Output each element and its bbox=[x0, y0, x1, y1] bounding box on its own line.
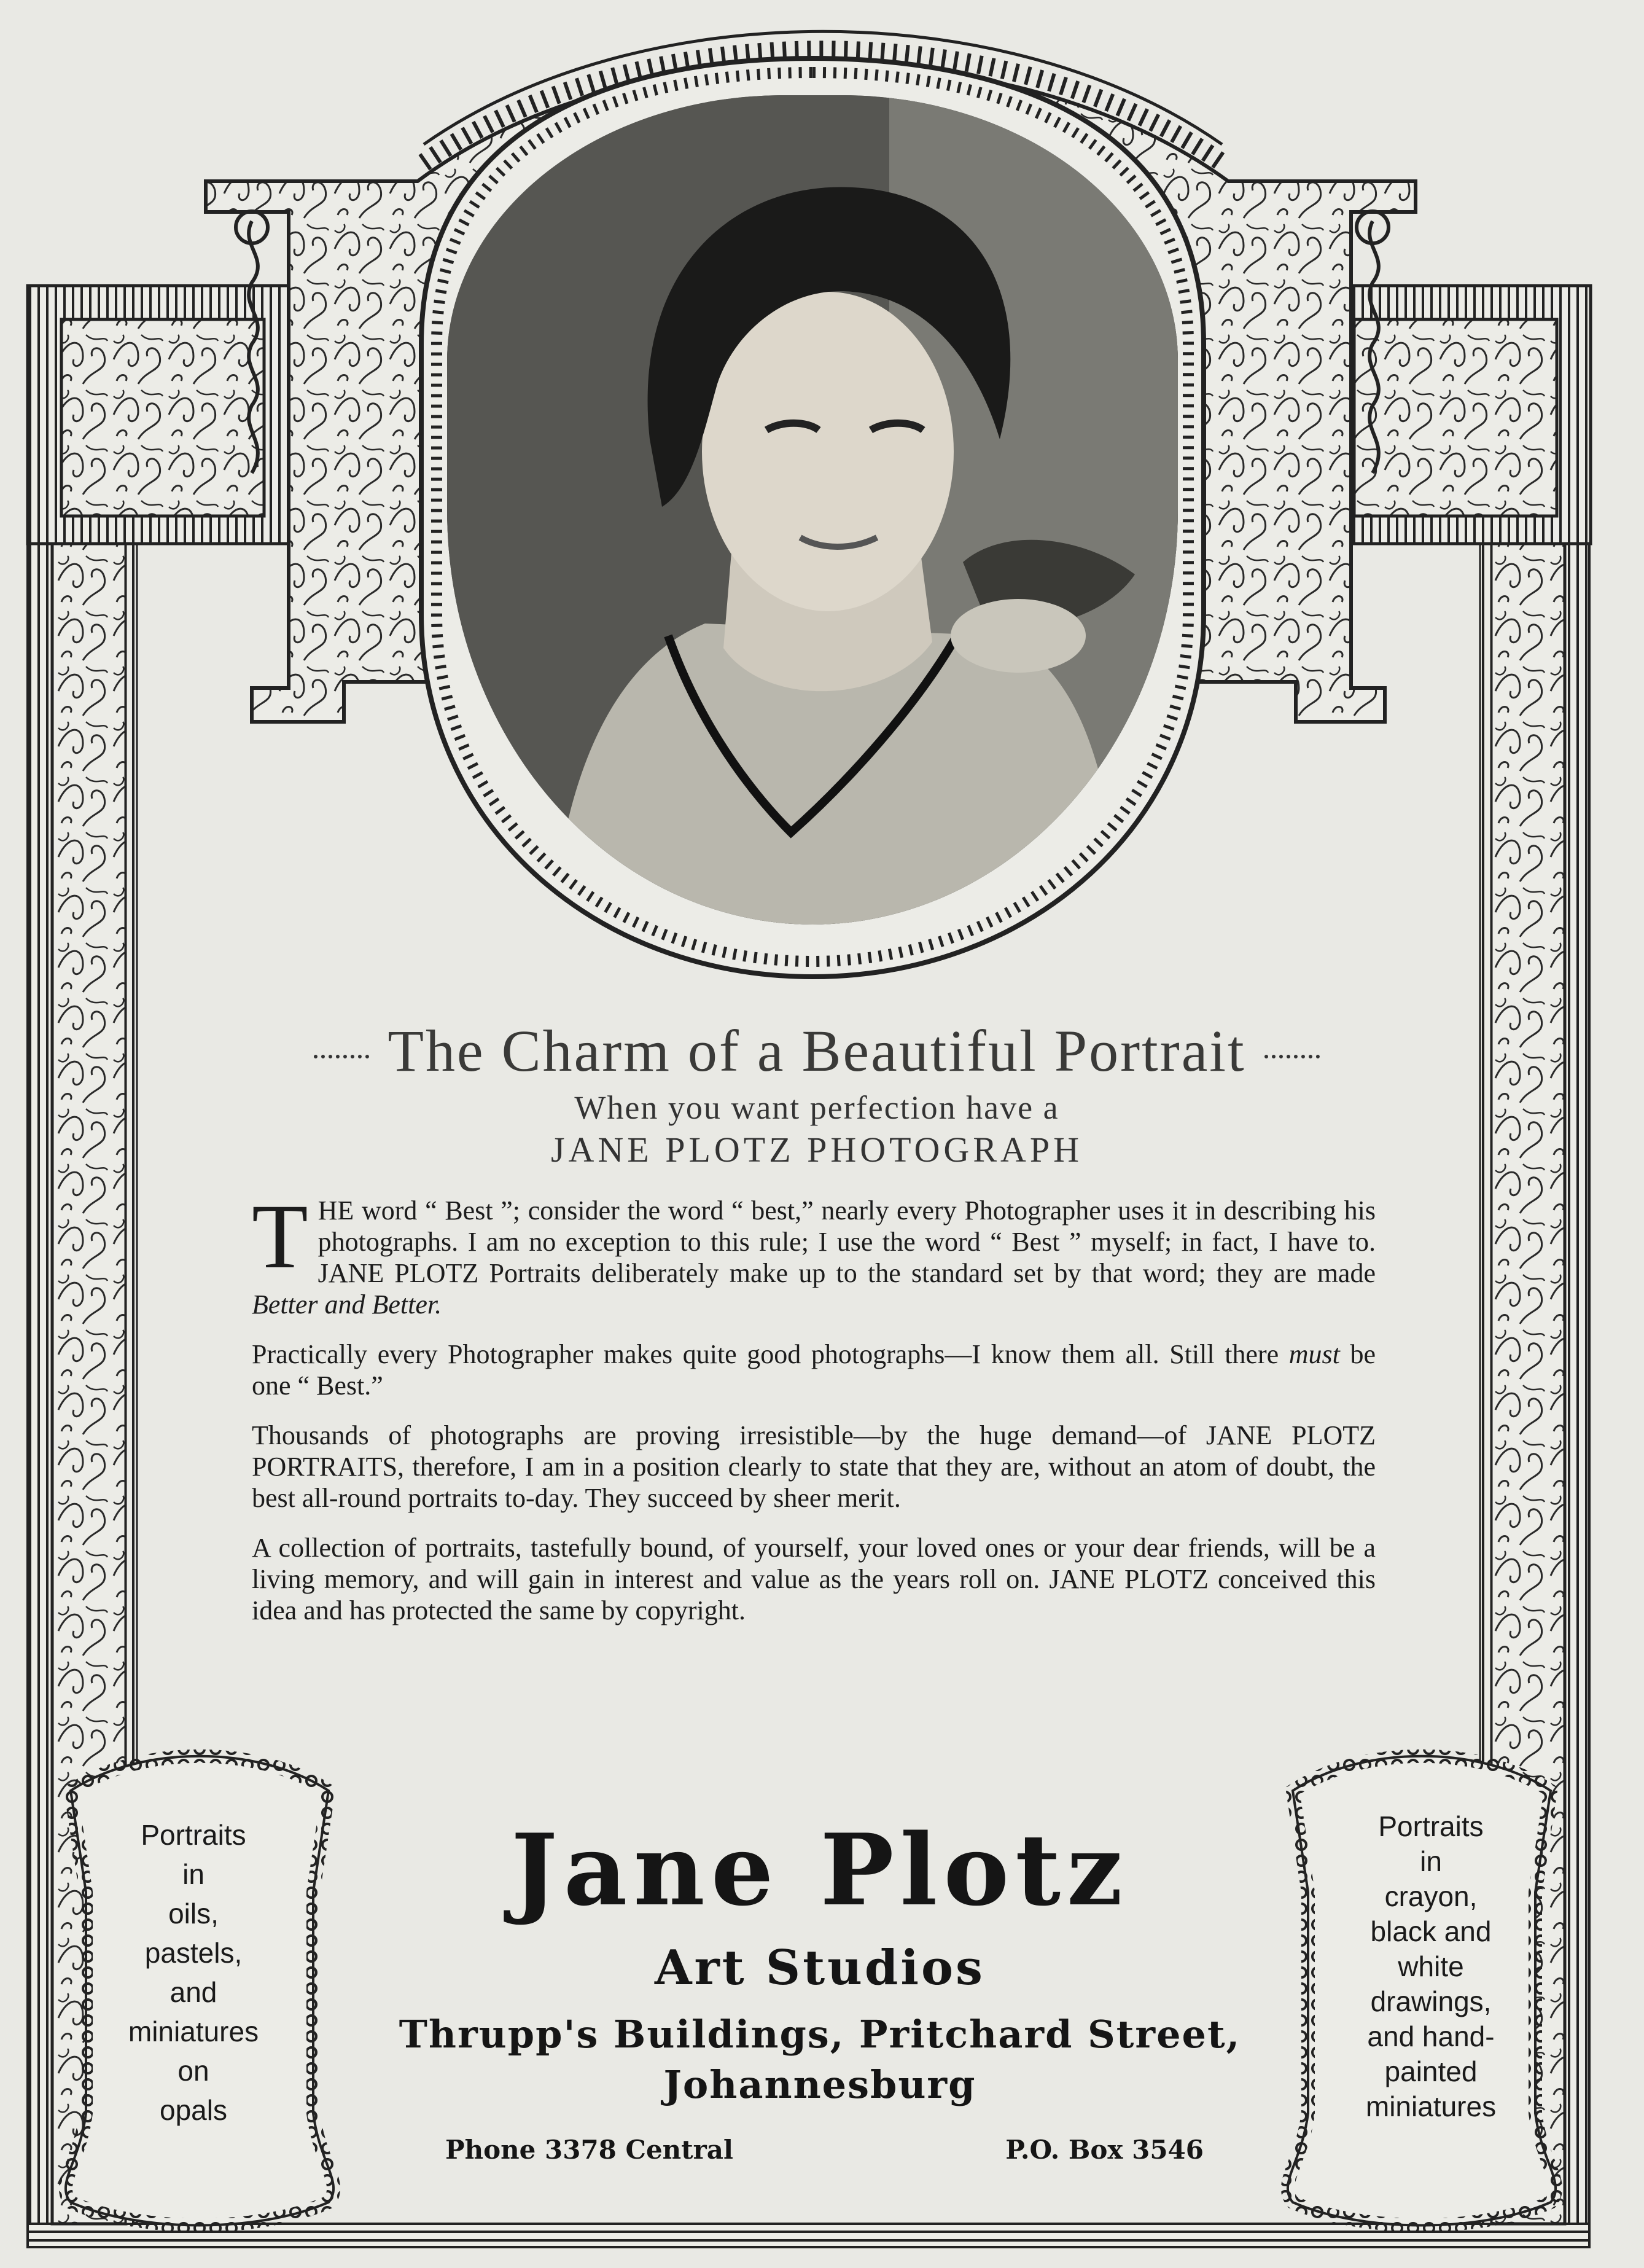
studio-name: Jane Plotz bbox=[511, 1812, 1129, 1928]
studio-subtitle: Art Studios bbox=[655, 1940, 985, 1996]
body-copy bbox=[252, 1186, 1376, 1644]
phone-number: Phone 3378 Central bbox=[445, 2135, 733, 2165]
headline-block bbox=[233, 1017, 1400, 1170]
main-title: The Charm of a Beautiful Portrait bbox=[233, 1017, 1400, 1085]
paragraph-2: Practically every Photographer makes quite good photographs—I know them all. Still there must be one “ Best.” bbox=[252, 1339, 1376, 1401]
drop-cap: T bbox=[252, 1186, 308, 1288]
left-panel-text: Portraits in oils, pastels, and miniatures on opals bbox=[128, 1819, 259, 2126]
paragraph-1: THE word “ Best ”; consider the word “ best,” nearly every Photographer uses it in describing his photographs. I am no exception to this rule; I use the word “ Best ” myself; in fact, I have to. JANE PLOTZ Portraits deliberately make up to the standard set by that word; they are made Better and Better. bbox=[252, 1186, 1376, 1320]
contact-line bbox=[445, 2135, 1204, 2165]
subtitle-photograph: JANE PLOTZ PHOTOGRAPH bbox=[550, 1130, 1083, 1170]
subtitle: When you want perfection have a bbox=[574, 1089, 1059, 1126]
paragraph-3: Thousands of photographs are proving irresistible—by the huge demand—of JANE PLOTZ PORTRAITS, therefore, I am in a position clearly to state that they are, without an atom of doubt, the best all-round portraits to-day. They succeed by sheer merit. bbox=[252, 1420, 1376, 1513]
dotted-rule-right bbox=[1264, 1055, 1320, 1058]
right-panel-text: Portraits in crayon, black and white drawings, and hand- painted miniatures bbox=[1365, 1810, 1497, 2122]
paragraph-4: A collection of portraits, tastefully bound, of yourself, your loved ones or your dear friends, will be a living memory, and will gain in interest and value as the years roll on. JANE PLOTZ conceived this idea and has protected the same by copyright. bbox=[252, 1533, 1376, 1625]
studio-address: Thrupp's Buildings, Pritchard Street, Johannesburg bbox=[399, 2012, 1241, 2107]
dotted-rule-left bbox=[314, 1055, 369, 1058]
po-box: P.O. Box 3546 bbox=[1005, 2135, 1204, 2165]
portrait-photo bbox=[447, 95, 1178, 925]
studio-signature bbox=[368, 1812, 1271, 2165]
